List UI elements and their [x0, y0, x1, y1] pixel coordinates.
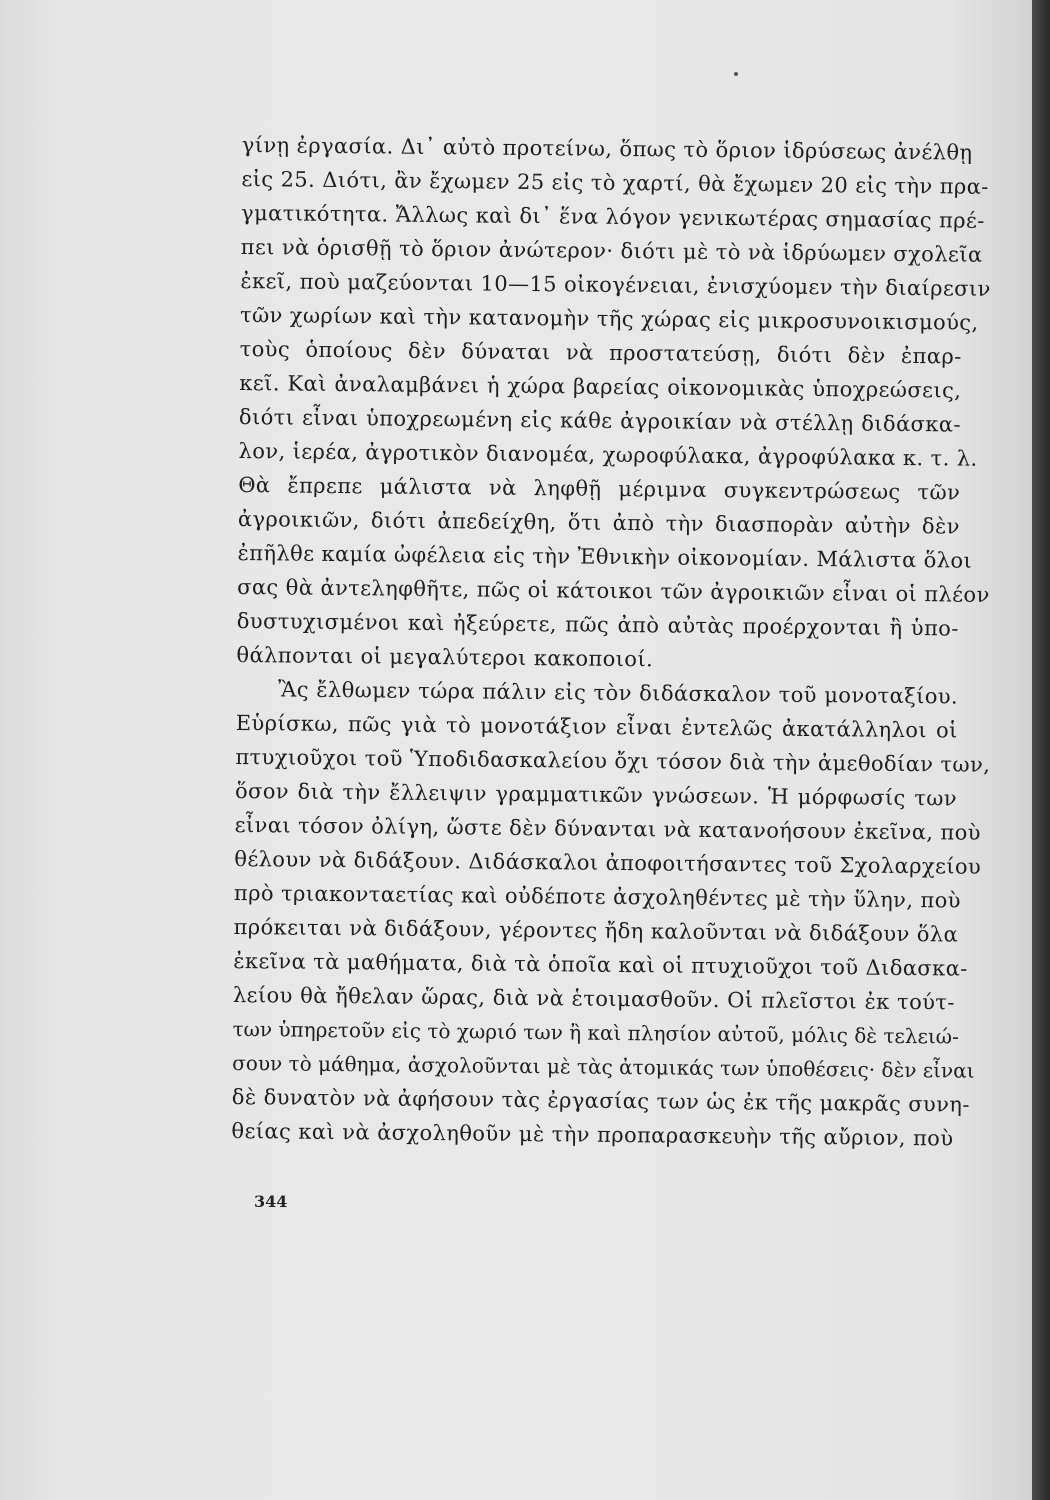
text-line: εἶναι τόσον ὀλίγη, ὥστε δὲν δύνανται νὰ κατανοήσουν ἐκεῖνα, ποὺ [234, 812, 982, 845]
text-line: σας θὰ ἀντεληφθῆτε, πῶς οἱ κάτοικοι τῶν ἀγροικιῶν εἶναι οἱ πλέον [237, 574, 990, 607]
text-line: γματικότητα. Ἄλλως καὶ δι᾽ ἕνα λόγον γενικωτέρας σημασίας πρέ- [240, 200, 985, 233]
text-line: πει νὰ ὁρισθῇ τὸ ὅριον ἀνώτερον· διότι μὲ τὸ νὰ ἱδρύωμεν σχολεῖα [240, 234, 983, 267]
text-line: Θὰ ἔπρεπε μάλιστα νὰ ληφθῇ μέριμνα συγκεντρώσεως τῶν [238, 472, 961, 505]
text-line: εἰς 25. Διότι, ἂν ἔχωμεν 25 εἰς τὸ χαρτί, θὰ ἔχωμεν 20 εἰς τὴν πρα- [241, 166, 989, 199]
page-number: 344 [254, 1192, 288, 1211]
text-line: πρόκειται νὰ διδάξουν, γέροντες ἤδη καλοῦνται νὰ διδάξουν ὅλα [233, 914, 959, 947]
text-line: θέλουν νὰ διδάξουν. Διδάσκαλοι ἀποφοιτήσαντες τοῦ Σχολαρχείου [234, 846, 982, 879]
text-line: τοὺς ὁποίους δὲν δύναται νὰ προστατεύσῃ, διότι δὲν ἐπαρ- [239, 336, 962, 369]
text-line: γίνῃ ἐργασία. Δι᾽ αὐτὸ προτείνω, ὅπως τὸ ὅριον ἱδρύσεως ἀνέλθῃ [241, 132, 973, 165]
text-line: διότι εἶναι ὑποχρεωμένη εἰς κάθε ἀγροικίαν νὰ στέλλῃ διδάσκα- [238, 404, 962, 437]
text-line: ὅσον διὰ τὴν ἔλλειψιν γραμματικῶν γνώσεων. Ἡ μόρφωσίς των [234, 778, 958, 811]
text-line: ἐκεῖνα τὰ μαθήματα, διὰ τὰ ὁποῖα καὶ οἱ πτυχιοῦχοι τοῦ Διδασκα- [233, 948, 968, 981]
text-line: θείας καὶ νὰ ἀσχοληθοῦν μὲ τὴν προπαρασκευὴν τῆς αὔριον, ποὺ [231, 1118, 954, 1151]
text-line: πρὸ τριακονταετίας καὶ οὐδέποτε ἀσχοληθέντες μὲ τὴν ὕλην, ποὺ [233, 880, 961, 913]
text-line: σουν τὸ μάθημα, ἀσχολοῦνται μὲ τὰς ἀτομικάς των ὑποθέσεις· δὲν εἶναι [232, 1050, 975, 1083]
text-line: δυστυχισμένοι καὶ ἠξεύρετε, πῶς ἀπὸ αὐτὰς προέρχονται ἢ ὑπο- [236, 608, 959, 641]
paragraph-start-line: Ἂς ἔλθωμεν τώρα πάλιν εἰς τὸν διδάσκαλον τοῦ μονοταξίου. [277, 677, 959, 709]
text-line: ἐκεῖ, ποὺ μαζεύονται 10—15 οἰκογένειαι, ἐνισχύομεν τὴν διαίρεσιν [240, 268, 991, 301]
text-line: πτυχιοῦχοι τοῦ Ὑποδιδασκαλείου ὄχι τόσον διὰ τὴν ἀμεθοδίαν των, [235, 744, 991, 777]
text-line: ἐπῆλθε καμία ὠφέλεια εἰς τὴν Ἐθνικὴν οἰκονομίαν. Μάλιστα ὅλοι [237, 540, 973, 573]
text-line: δὲ δυνατὸν νὰ ἀφήσουν τὰς ἐργασίας των ὡς ἐκ τῆς μακρᾶς συνη- [231, 1084, 970, 1117]
text-line: κεῖ. Καὶ ἀναλαμβάνει ἡ χώρα βαρείας οἰκονομικὰς ὑποχρεώσεις, [239, 370, 962, 403]
ink-speck [734, 72, 738, 76]
text-line: των ὑπηρετοῦν εἰς τὸ χωριό των ἢ καὶ πλησίον αὐτοῦ, μόλις δὲ τελειώ- [232, 1016, 959, 1049]
body-text [231, 128, 991, 1156]
text-line: λείου θὰ ἤθελαν ὥρας, διὰ νὰ ἑτοιμασθοῦν. Οἱ πλεῖστοι ἐκ τούτ- [232, 982, 956, 1015]
book-edge-shadow [1032, 0, 1050, 1500]
text-line: θάλπονται οἱ μεγαλύτεροι κακοποιοί. [236, 642, 654, 672]
text-line: τῶν χωρίων καὶ τὴν κατανομὴν τῆς χώρας εἰς μικροσυνοικισμούς, [239, 302, 979, 335]
text-line: λον, ἱερέα, ἀγροτικὸν διανομέα, χωροφύλακα, ἀγροφύλακα κ. τ. λ. [238, 438, 978, 471]
text-line: ἀγροικιῶν, διότι ἀπεδείχθη, ὅτι ἀπὸ τὴν διασπορὰν αὐτὴν δὲν [237, 506, 960, 539]
text-line: Εὑρίσκω, πῶς γιὰ τὸ μονοτάξιον εἶναι ἐντελῶς ἀκατάλληλοι οἱ [235, 710, 958, 743]
